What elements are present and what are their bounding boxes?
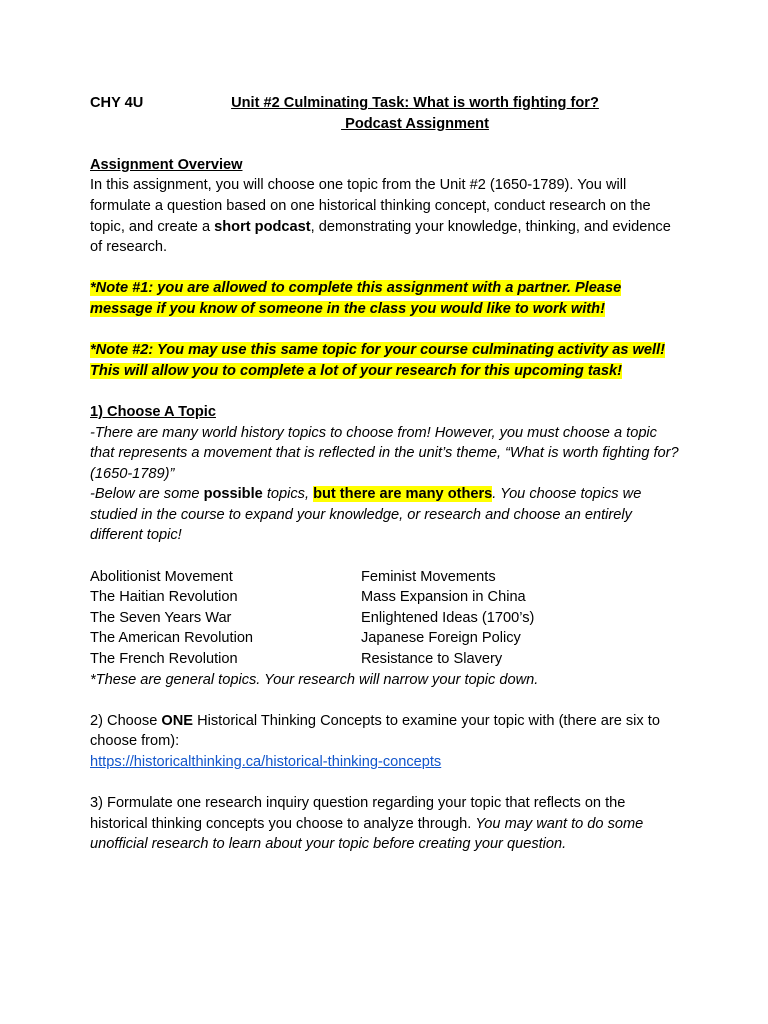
topic-item: Resistance to Slavery [361,651,503,668]
course-code: CHY 4U [90,95,144,111]
overview-text-end: , demonstrating your knowledge, thinking, and evidence of research. [90,218,671,256]
section1-highlight: but there are many others [313,486,493,503]
topic-item: Mass Expansion in China [361,589,526,606]
topics-footnote: *These are general topics. Your research will narrow your topic down. [90,671,539,688]
section2-text-b: Historical Thinking Concepts to examine your topic with (there are six to choose from): [90,712,660,750]
historical-thinking-link[interactable]: https://historicalthinking.ca/historical-thinking-concepts [90,754,442,770]
document-content [90,93,680,855]
note-2-text: *Note #2: You may use this same topic for your course culminating activity as well! This will allow you to complete a lot of your research for this upcoming task! [90,342,665,379]
section2-one: ONE [161,712,194,729]
overview-bold: short podcast [214,218,311,235]
section1-heading: 1) Choose A Topic [90,403,216,420]
topic-item: The French Revolution [90,651,238,668]
section3-italic: You may want to do some unofficial research to learn about your topic before creating your question. [90,815,644,853]
topic-item: Enlightened Ideas (1700’s) [361,609,535,626]
assignment-subtitle-line [90,114,740,135]
section3-paragraph [90,793,680,855]
assignment-subtitle: Podcast Assignment [341,115,489,132]
topic-column-right [361,567,661,670]
overview-heading: Assignment Overview [90,156,243,173]
note-1 [90,278,680,319]
overview-text: In this assignment, you will choose one topic from the Unit #2 (1650-1789). You will formulate a question based on one historical thinking concept, conduct research on the topic, and create a [90,177,651,235]
topic-list [90,567,680,670]
section1-para2-b: topics, [262,486,314,503]
topic-item: Japanese Foreign Policy [361,630,521,647]
section1-para2-c: . You choose topics we studied in the course to expand your knowledge, or research and choose an entirely different topic! [90,486,642,544]
topic-column-left [90,567,361,670]
header-line [90,93,680,114]
topic-item: Feminist Movements [361,568,496,585]
section1-para1: -There are many world history topics to choose from! However, you must choose a topic that represents a movement that is reflected in the unit’s theme, “What is worth fighting for? (1650-1789)” [90,424,679,482]
topic-item: Abolitionist Movement [90,568,233,585]
assignment-title: Unit #2 Culminating Task: What is worth fighting for? [231,95,599,111]
note-1-text: *Note #1: you are allowed to complete this assignment with a partner. Please message if you know of someone in the class you would like to work with! [90,280,622,317]
section2-paragraph [90,711,680,752]
overview-paragraph [90,175,680,257]
section2-text-a: 2) Choose [90,712,162,729]
section1-para2 [90,484,680,546]
topic-item: The Haitian Revolution [90,589,238,606]
note-2 [90,340,680,381]
section3-text: 3) Formulate one research inquiry question regarding your topic that reflects on the historical thinking concepts you choose to analyze through. [90,795,626,832]
section1-possible: possible [203,486,263,503]
topic-item: The Seven Years War [90,609,232,626]
topic-item: The American Revolution [90,630,254,647]
section1-para2-a: -Below are some [90,486,204,503]
